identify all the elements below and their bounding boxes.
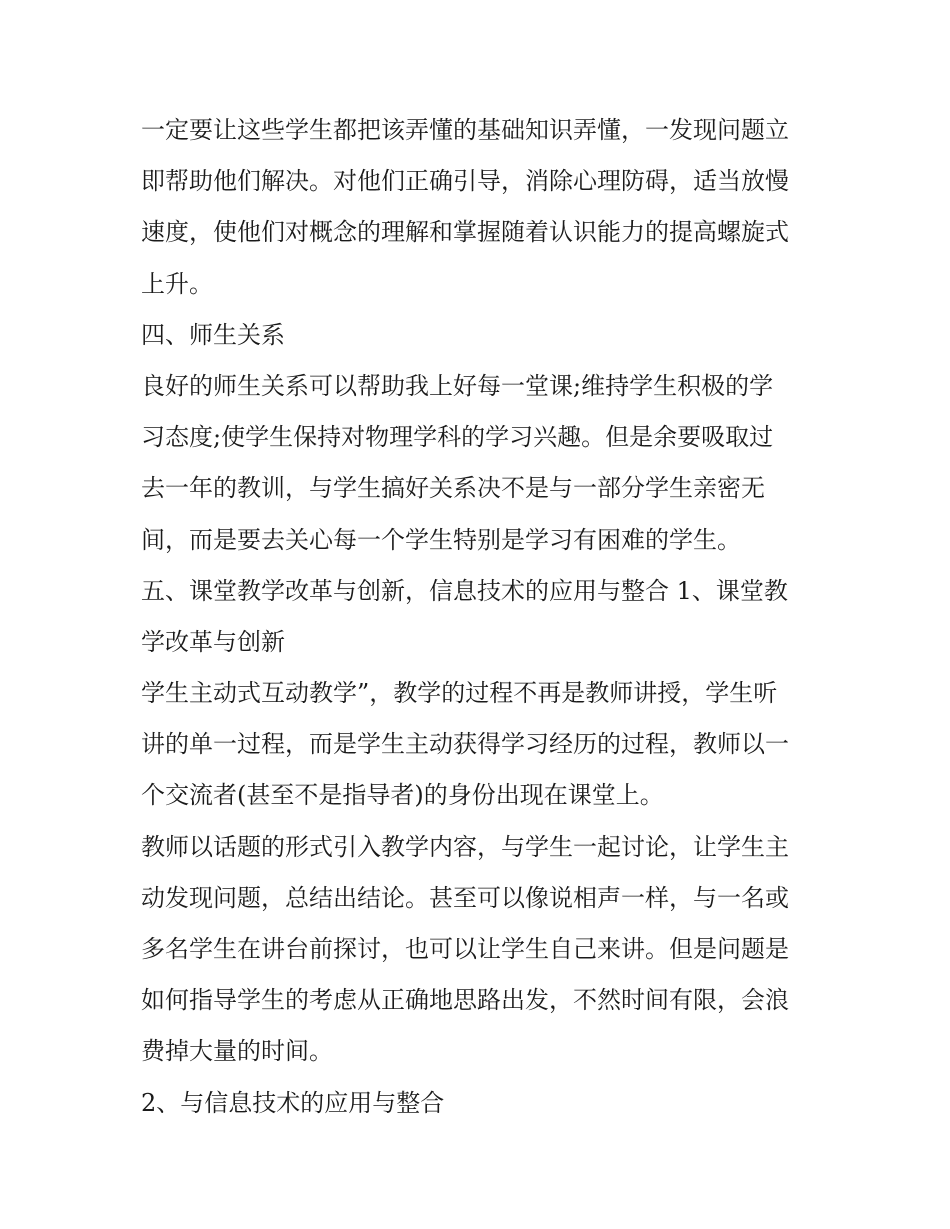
text-line: 讲的单一过程，而是学生主动获得学习经历的过程，教师以一	[141, 730, 789, 759]
text-line: 费掉大量的时间。	[141, 1037, 333, 1066]
section-heading: 学改革与创新	[141, 627, 285, 656]
text-line: 去一年的教训，与学生搞好关系决不是与一部分学生亲密无	[141, 474, 765, 503]
text-line: 学生主动式互动教学”，教学的过程不再是教师讲授，学生听	[141, 679, 778, 708]
text-line: 动发现问题，总结出结论。甚至可以像说相声一样，与一名或	[141, 883, 789, 912]
subsection-heading: 2、与信息技术的应用与整合	[141, 1088, 445, 1117]
text-line: 速度，使他们对概念的理解和掌握随着认识能力的提高螺旋式	[141, 218, 789, 247]
section-heading: 五、课堂教学改革与创新，信息技术的应用与整合 1、课堂教	[141, 576, 788, 605]
text-line: 如何指导学生的考虑从正确地思路出发，不然时间有限，会浪	[141, 986, 789, 1015]
document-body	[141, 105, 821, 1129]
text-line: 教师以话题的形式引入教学内容，与学生一起讨论，让学生主	[141, 832, 789, 861]
section-heading: 四、师生关系	[141, 320, 285, 349]
text-line: 上升。	[141, 269, 213, 298]
text-line: 间，而是要去关心每一个学生特别是学习有困难的学生。	[141, 525, 741, 554]
text-line: 多名学生在讲台前探讨，也可以让学生自己来讲。但是问题是	[141, 935, 789, 963]
text-line: 个交流者(甚至不是指导者)的身份出现在课堂上。	[141, 781, 664, 810]
text-line: 一定要让这些学生都把该弄懂的基础知识弄懂，一发现问题立	[141, 116, 789, 144]
text-line: 良好的师生关系可以帮助我上好每一堂课;维持学生积极的学	[141, 371, 774, 400]
text-line: 即帮助他们解决。对他们正确引导，消除心理防碍，适当放慢	[141, 167, 789, 196]
text-line: 习态度;使学生保持对物理学科的学习兴趣。但是余要吸取过	[141, 423, 774, 452]
